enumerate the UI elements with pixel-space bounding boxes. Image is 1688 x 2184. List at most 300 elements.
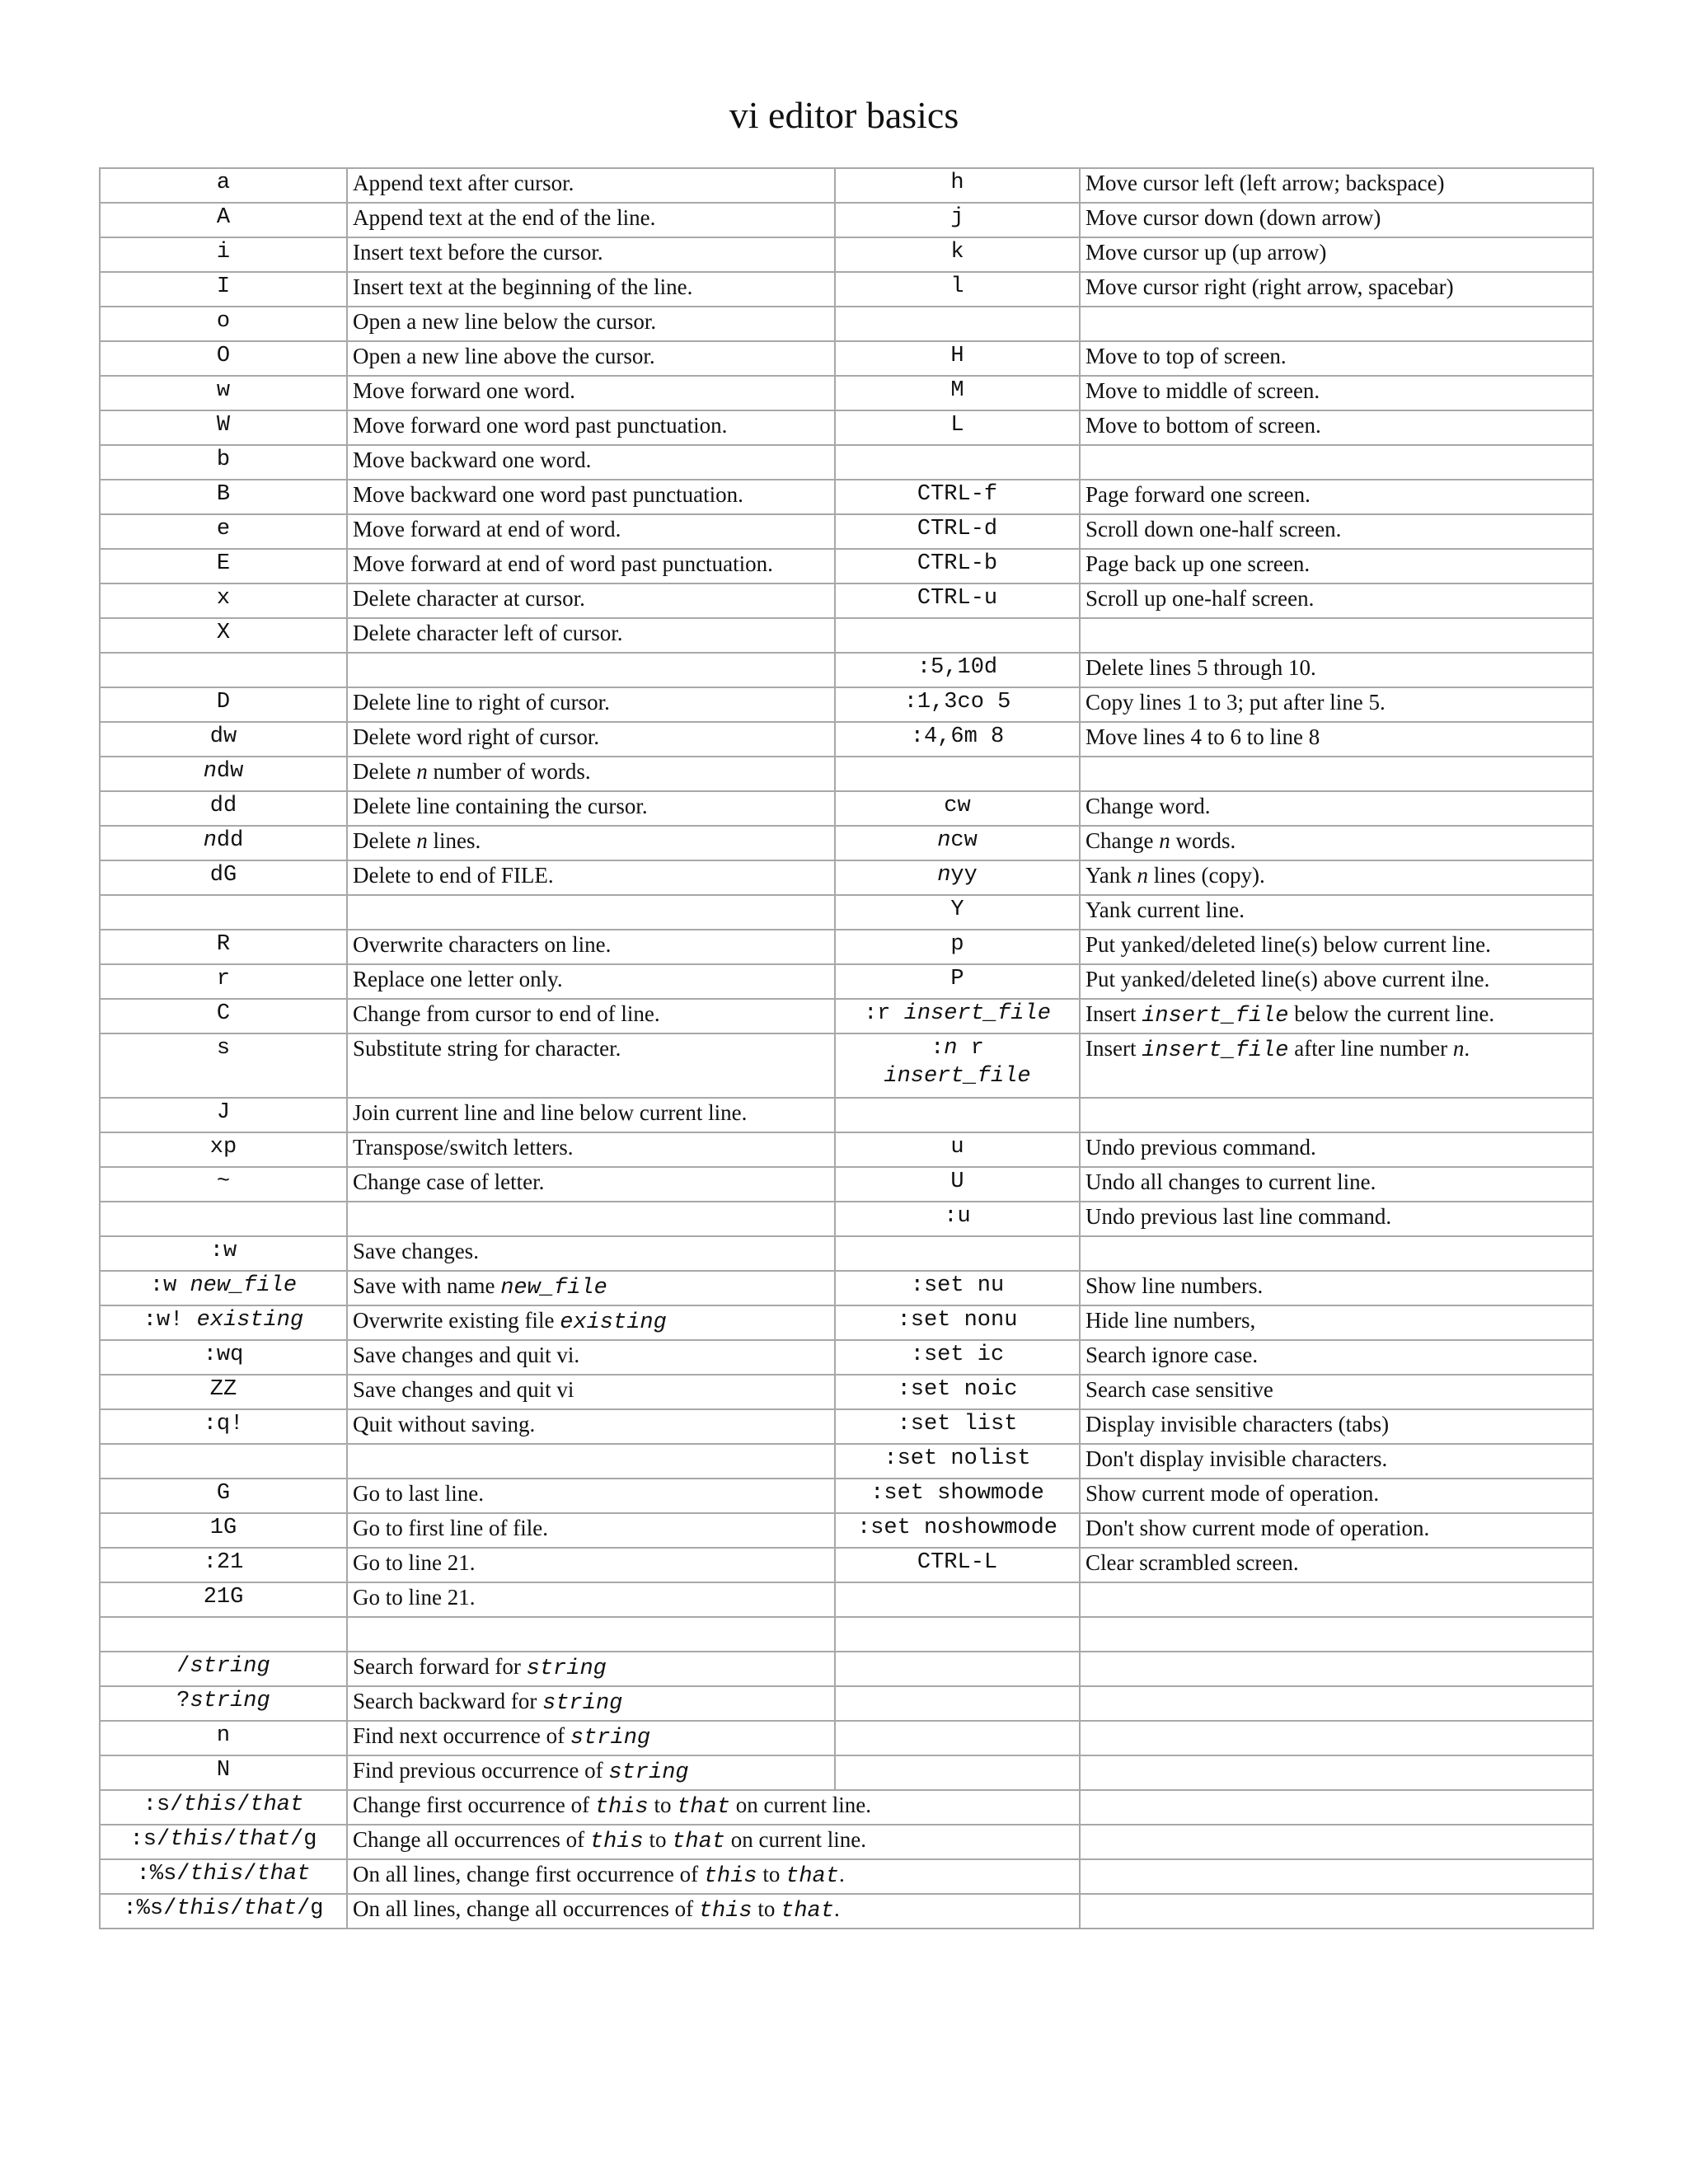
- description-cell: [1080, 341, 1593, 376]
- command-cell: [835, 307, 1080, 341]
- description-cell: [347, 1652, 835, 1686]
- table-row: [100, 1409, 1593, 1444]
- description-emphasis: string: [608, 1760, 689, 1785]
- description-cell: [1080, 410, 1593, 445]
- description-text: Delete lines 5 through 10.: [1085, 655, 1316, 680]
- description-emphasis: existing: [560, 1310, 667, 1335]
- description-text: Page back up one screen.: [1085, 551, 1311, 576]
- command-text: CTRL-L: [917, 1550, 998, 1575]
- command-cell: [835, 895, 1080, 930]
- command-cell: [100, 410, 347, 445]
- description-text: Change all occurrences of: [353, 1827, 590, 1852]
- command-text: CTRL-f: [917, 482, 998, 507]
- command-text: x: [216, 586, 231, 611]
- command-arg: new_file: [190, 1273, 298, 1298]
- description-text: on current line.: [730, 1793, 871, 1817]
- table-row: [100, 1755, 1593, 1790]
- command-arg: string: [190, 1654, 270, 1679]
- description-cell: [347, 1202, 835, 1236]
- description-emphasis: string: [570, 1726, 651, 1750]
- description-emphasis: n: [416, 759, 428, 784]
- command-text: :set list: [897, 1412, 1018, 1436]
- description-cell: [1080, 1409, 1593, 1444]
- command-text: CTRL-d: [917, 517, 998, 541]
- command-cell: [835, 1755, 1080, 1790]
- command-cell: [100, 514, 347, 549]
- description-text: Page forward one screen.: [1085, 482, 1311, 507]
- table-row: [100, 1894, 1593, 1929]
- command-cell: [835, 549, 1080, 583]
- description-text: Move to top of screen.: [1085, 344, 1287, 368]
- description-text: Scroll up one-half screen.: [1085, 586, 1315, 611]
- description-text: Insert: [1085, 1036, 1142, 1061]
- command-text: :1,3co 5: [903, 690, 1011, 715]
- command-cell: [100, 549, 347, 583]
- description-cell: [347, 1305, 835, 1340]
- command-cell: [835, 514, 1080, 549]
- table-row: [100, 203, 1593, 237]
- command-text: r: [216, 967, 231, 991]
- description-emphasis: this: [594, 1795, 649, 1820]
- description-cell: [1080, 1098, 1593, 1132]
- description-text: Go to last line.: [353, 1481, 484, 1506]
- description-text: Join current line and line below current line.: [353, 1100, 748, 1125]
- description-text: Move cursor left (left arrow; backspace): [1085, 171, 1445, 195]
- table-row: [100, 1271, 1593, 1305]
- command-text: j: [950, 205, 964, 230]
- description-text: Move forward one word.: [353, 378, 575, 403]
- command-cell: [100, 480, 347, 514]
- description-cell: [347, 1755, 835, 1790]
- command-part: /: [223, 1827, 237, 1852]
- description-cell: [347, 1167, 835, 1202]
- command-cell: [100, 791, 347, 826]
- table-row: [100, 722, 1593, 757]
- description-cell: [1080, 653, 1593, 687]
- command-cell: [835, 1409, 1080, 1444]
- command-part: this: [170, 1827, 223, 1852]
- command-text: E: [216, 551, 231, 576]
- command-text: :w!: [143, 1308, 197, 1333]
- description-cell: [1080, 272, 1593, 307]
- description-text: below the current line.: [1288, 1001, 1495, 1026]
- description-cell: [347, 445, 835, 480]
- table-row: [100, 791, 1593, 826]
- command-text: D: [216, 690, 231, 715]
- description-text: Substitute string for character.: [353, 1036, 621, 1061]
- description-text: Open a new line above the cursor.: [353, 344, 655, 368]
- table-row: [100, 237, 1593, 272]
- description-text: Delete line containing the cursor.: [353, 794, 648, 818]
- description-cell: [1080, 445, 1593, 480]
- table-row: [100, 410, 1593, 445]
- description-cell: [347, 272, 835, 307]
- command-table-body: [100, 168, 1593, 1929]
- description-cell: [1080, 895, 1593, 930]
- description-cell: [1080, 1548, 1593, 1582]
- description-text: number of words.: [427, 759, 591, 784]
- command-text: u: [950, 1135, 964, 1160]
- table-row: [100, 1513, 1593, 1548]
- table-row: [100, 1375, 1593, 1409]
- description-text: Move backward one word past punctuation.: [353, 482, 743, 507]
- description-cell: [1080, 964, 1593, 999]
- description-cell: [1080, 1790, 1593, 1825]
- description-text: On all lines, change all occurrences of: [353, 1896, 699, 1921]
- description-text: Append text after cursor.: [353, 171, 574, 195]
- command-cell: [100, 1340, 347, 1375]
- description-cell: [1080, 1444, 1593, 1479]
- command-cell: [100, 1271, 347, 1305]
- description-text: .: [1464, 1036, 1470, 1061]
- command-text: CTRL-u: [917, 586, 998, 611]
- description-text: Search backward for: [353, 1689, 543, 1713]
- description-cell: [1080, 930, 1593, 964]
- description-text: Display invisible characters (tabs): [1085, 1412, 1390, 1436]
- command-cell: [835, 376, 1080, 410]
- command-part: /: [243, 1862, 257, 1886]
- description-cell: [1080, 168, 1593, 203]
- description-cell: [1080, 1755, 1593, 1790]
- command-cell: [100, 1305, 347, 1340]
- command-cell: [100, 1409, 347, 1444]
- description-text: Search case sensitive: [1085, 1377, 1273, 1402]
- description-cell: [347, 791, 835, 826]
- command-cell: [835, 1132, 1080, 1167]
- table-row: [100, 1132, 1593, 1167]
- description-cell: [347, 687, 835, 722]
- description-text: On all lines, change first occurrence of: [353, 1862, 704, 1886]
- description-cell: [347, 583, 835, 618]
- command-text: :set ic: [910, 1343, 1005, 1367]
- description-text: Show line numbers.: [1085, 1273, 1264, 1298]
- description-text: Hide line numbers,: [1085, 1308, 1256, 1333]
- command-text: n: [216, 1723, 231, 1748]
- command-cell: [100, 1755, 347, 1790]
- table-row: [100, 1340, 1593, 1375]
- command-cell: [835, 1513, 1080, 1548]
- description-cell: [1080, 687, 1593, 722]
- table-row: [100, 1098, 1593, 1132]
- table-row: [100, 341, 1593, 376]
- command-cell: [100, 653, 347, 687]
- description-cell: [347, 860, 835, 895]
- command-text: I: [216, 274, 231, 299]
- command-text: :4,6m 8: [910, 724, 1005, 749]
- command-text: G: [216, 1481, 231, 1506]
- description-text: words.: [1170, 828, 1236, 853]
- description-text: .: [833, 1896, 840, 1921]
- table-row: [100, 307, 1593, 341]
- description-text: Show current mode of operation.: [1085, 1481, 1380, 1506]
- description-cell: [1080, 999, 1593, 1033]
- description-emphasis: that: [781, 1899, 834, 1924]
- description-cell: [347, 480, 835, 514]
- command-cell: [835, 1098, 1080, 1132]
- description-text: Append text at the end of the line.: [353, 205, 656, 230]
- command-text: p: [950, 932, 964, 957]
- command-cell: [835, 964, 1080, 999]
- command-cell: [835, 1652, 1080, 1686]
- description-text: Move cursor right (right arrow, spacebar): [1085, 274, 1454, 299]
- command-part: this: [176, 1896, 231, 1921]
- description-text: lines (copy).: [1148, 863, 1265, 888]
- command-cell: [835, 1617, 1080, 1652]
- command-cell: [835, 618, 1080, 653]
- command-text: k: [950, 240, 964, 265]
- description-emphasis: insert_file: [1142, 1004, 1289, 1029]
- description-text: Move cursor down (down arrow): [1085, 205, 1381, 230]
- command-text: ?: [176, 1689, 190, 1713]
- description-text: Open a new line below the cursor.: [353, 309, 657, 334]
- command-text: P: [950, 967, 964, 991]
- table-row: [100, 1859, 1593, 1894]
- command-cell: [835, 757, 1080, 791]
- command-cell: [100, 687, 347, 722]
- description-cell: [347, 1409, 835, 1444]
- command-text: i: [216, 240, 231, 265]
- table-row: [100, 514, 1593, 549]
- description-text: Save changes and quit vi.: [353, 1343, 580, 1367]
- table-row: [100, 1686, 1593, 1721]
- description-text: Change from cursor to end of line.: [353, 1001, 660, 1026]
- command-text: Y: [950, 898, 964, 922]
- description-emphasis: n: [1452, 1036, 1465, 1061]
- command-text: :set noic: [897, 1377, 1018, 1402]
- command-cell: [100, 272, 347, 307]
- table-row: [100, 1444, 1593, 1479]
- command-text: :r: [864, 1001, 904, 1026]
- command-cell: [100, 1479, 347, 1513]
- description-cell: [347, 1271, 835, 1305]
- command-text: h: [950, 171, 964, 195]
- command-cell: [835, 1548, 1080, 1582]
- command-part: :%s/: [136, 1862, 190, 1886]
- description-cell: [1080, 1202, 1593, 1236]
- command-cell: [100, 722, 347, 757]
- description-cell: [347, 826, 835, 860]
- command-cell: [100, 376, 347, 410]
- command-arg: existing: [196, 1308, 304, 1333]
- description-text: Undo previous command.: [1085, 1135, 1316, 1160]
- command-cell: [835, 930, 1080, 964]
- description-cell: [347, 168, 835, 203]
- command-cell: [100, 826, 347, 860]
- description-cell: [1080, 860, 1593, 895]
- description-text: Don't show current mode of operation.: [1085, 1516, 1430, 1540]
- description-text: Go to first line of file.: [353, 1516, 548, 1540]
- command-cell: [835, 687, 1080, 722]
- description-cell: [347, 307, 835, 341]
- command-arg: string: [190, 1689, 270, 1713]
- command-part: that: [237, 1827, 291, 1852]
- description-cell: [347, 1444, 835, 1479]
- description-text: Save changes and quit vi: [353, 1377, 574, 1402]
- description-cell: [1080, 307, 1593, 341]
- command-cell: [100, 237, 347, 272]
- description-text: Search forward for: [353, 1654, 527, 1679]
- description-cell: [347, 895, 835, 930]
- table-row: [100, 272, 1593, 307]
- description-cell: [347, 757, 835, 791]
- command-text: U: [950, 1169, 964, 1194]
- description-emphasis: that: [672, 1830, 726, 1854]
- command-part: :%s/: [123, 1896, 177, 1921]
- command-text: dd: [209, 794, 237, 818]
- description-cell: [347, 1721, 835, 1755]
- command-cell: [835, 203, 1080, 237]
- table-row: [100, 964, 1593, 999]
- description-cell: [1080, 1825, 1593, 1859]
- description-text: Insert: [1085, 1001, 1142, 1026]
- command-cell: [100, 618, 347, 653]
- command-cell: [100, 860, 347, 895]
- description-text: Delete to end of FILE.: [353, 863, 554, 888]
- command-text: dG: [209, 863, 237, 888]
- description-emphasis: that: [785, 1864, 839, 1889]
- command-text: 21G: [203, 1585, 244, 1610]
- command-part: that: [243, 1896, 298, 1921]
- command-text: X: [216, 621, 231, 645]
- description-text: Put yanked/deleted line(s) below current line.: [1085, 932, 1491, 957]
- command-text: :wq: [203, 1343, 244, 1367]
- description-text: Move forward at end of word.: [353, 517, 621, 541]
- command-cell: [835, 341, 1080, 376]
- command-count: n: [937, 863, 951, 888]
- command-text: W: [216, 413, 231, 438]
- description-text: to: [757, 1862, 786, 1886]
- description-text: Delete word right of cursor.: [353, 724, 600, 749]
- description-cell: [347, 1686, 835, 1721]
- command-cell: [100, 930, 347, 964]
- table-row: [100, 1548, 1593, 1582]
- description-text: Move backward one word.: [353, 448, 592, 472]
- description-text: Yank current line.: [1085, 898, 1245, 922]
- command-cell: [100, 1686, 347, 1721]
- command-text: dw: [209, 724, 237, 749]
- command-count: n: [203, 759, 217, 784]
- command-cell: [835, 791, 1080, 826]
- command-cell: [100, 1444, 347, 1479]
- command-part: this: [190, 1862, 244, 1886]
- description-text: Find next occurrence of: [353, 1723, 570, 1748]
- table-row: [100, 1790, 1593, 1825]
- description-cell: [1080, 1859, 1593, 1894]
- command-text: :21: [203, 1550, 244, 1575]
- description-emphasis: this: [698, 1899, 753, 1924]
- command-cell: [100, 445, 347, 480]
- description-cell: [347, 549, 835, 583]
- command-cell: [100, 1167, 347, 1202]
- command-part: that: [256, 1862, 311, 1886]
- table-row: [100, 1721, 1593, 1755]
- command-text: xp: [209, 1135, 237, 1160]
- description-cell: [1080, 1617, 1593, 1652]
- description-cell: [347, 1236, 835, 1271]
- command-cell: [100, 999, 347, 1033]
- command-cell: [835, 722, 1080, 757]
- command-cell: [835, 826, 1080, 860]
- description-cell: [347, 999, 835, 1033]
- command-cell: [100, 1033, 347, 1098]
- description-cell: [347, 1479, 835, 1513]
- description-cell: [347, 1132, 835, 1167]
- command-cell: [100, 757, 347, 791]
- command-text: cw: [944, 794, 971, 818]
- command-cell: [100, 1790, 347, 1825]
- command-cell: [100, 1236, 347, 1271]
- description-cell: [347, 1548, 835, 1582]
- description-cell: [1080, 791, 1593, 826]
- command-text: :w: [149, 1273, 190, 1298]
- command-cell: [100, 1894, 347, 1929]
- description-emphasis: string: [542, 1691, 623, 1716]
- description-text: lines.: [427, 828, 481, 853]
- description-cell: [1080, 480, 1593, 514]
- command-text: l: [950, 274, 964, 299]
- command-cell: [100, 1375, 347, 1409]
- description-emphasis: n: [416, 828, 428, 853]
- description-cell: [347, 1582, 835, 1617]
- description-text: Delete: [353, 759, 417, 784]
- table-row: [100, 1033, 1593, 1098]
- description-cell: [1080, 1340, 1593, 1375]
- command-cell: [100, 341, 347, 376]
- command-text: H: [950, 344, 964, 368]
- command-text: o: [216, 309, 231, 334]
- table-row: [100, 653, 1593, 687]
- page-title: vi editor basics: [729, 94, 959, 136]
- description-cell: [347, 1790, 1080, 1825]
- description-emphasis: that: [677, 1795, 731, 1820]
- table-row: [100, 445, 1593, 480]
- command-cell: [100, 1859, 347, 1894]
- description-cell: [1080, 1132, 1593, 1167]
- description-text: Insert text at the beginning of the line.: [353, 274, 693, 299]
- command-cell: [835, 583, 1080, 618]
- description-cell: [1080, 1033, 1593, 1098]
- description-text: Move forward one word past punctuation.: [353, 413, 728, 438]
- description-text: Overwrite existing file: [353, 1308, 560, 1333]
- command-text: yy: [950, 863, 978, 888]
- command-cell: [100, 1098, 347, 1132]
- description-emphasis: this: [589, 1830, 644, 1854]
- command-cell: [100, 1202, 347, 1236]
- command-arg: n: [944, 1036, 958, 1061]
- description-text: Transpose/switch letters.: [353, 1135, 574, 1160]
- table-row: [100, 826, 1593, 860]
- description-cell: [347, 203, 835, 237]
- description-cell: [1080, 618, 1593, 653]
- description-cell: [1080, 1167, 1593, 1202]
- command-count: n: [203, 828, 217, 853]
- command-part: :s/: [129, 1827, 171, 1852]
- command-cell: [835, 1444, 1080, 1479]
- description-cell: [347, 1375, 835, 1409]
- description-cell: [347, 1617, 835, 1652]
- description-text: Move cursor up (up arrow): [1085, 240, 1327, 265]
- table-row: [100, 999, 1593, 1033]
- description-cell: [1080, 1479, 1593, 1513]
- command-text: :q!: [203, 1412, 244, 1436]
- description-text: Move lines 4 to 6 to line 8: [1085, 724, 1320, 749]
- description-cell: [1080, 1513, 1593, 1548]
- command-cell: [835, 1167, 1080, 1202]
- description-text: Insert text before the cursor.: [353, 240, 603, 265]
- description-cell: [1080, 583, 1593, 618]
- command-table: [99, 167, 1594, 1929]
- command-cell: [835, 999, 1080, 1033]
